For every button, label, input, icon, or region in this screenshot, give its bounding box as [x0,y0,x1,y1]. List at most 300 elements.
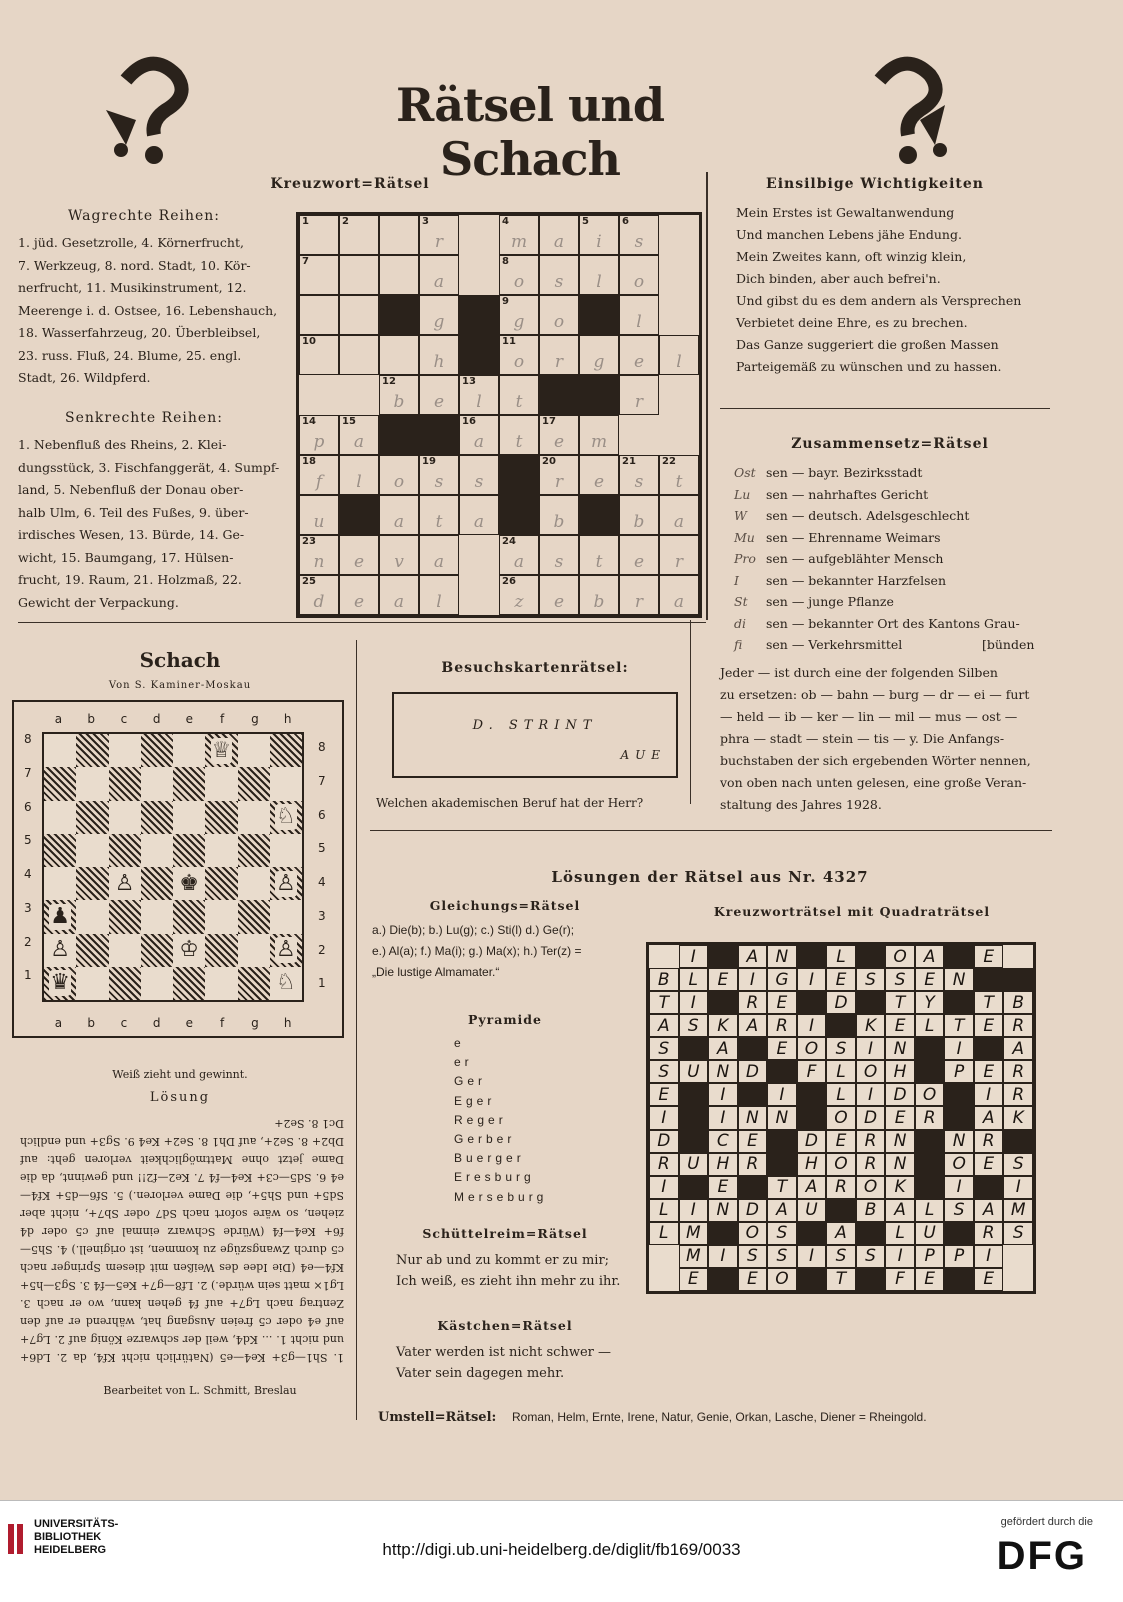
empty-space [339,375,379,415]
empty-space [299,375,339,415]
page-title: Rätsel und Schach [395,78,665,186]
umstell-label: Umstell=Rätsel: [378,1410,497,1425]
solution-cell: A [738,945,768,968]
board-square [205,934,237,967]
board-square [173,734,205,767]
board-square [44,734,76,767]
crossword-cell [539,535,579,575]
solution-cell: P [944,1060,974,1083]
solution-cell: A [974,1106,1004,1129]
solution-cell: E [679,1268,709,1291]
quadrat-solution-grid [646,942,1036,1294]
handwritten-answer: Mu [734,529,755,545]
ornament-question-left-icon [96,50,206,170]
empty-space [459,255,499,295]
pencil-letter: a [353,432,365,452]
pencil-letter: s [554,552,564,572]
zusammen-row [734,548,1064,570]
pencil-letter: l [436,592,442,612]
board-square [76,900,108,933]
solution-cell: I [944,1176,974,1199]
black-cell [767,1153,797,1176]
cell-number: 11 [502,336,516,347]
text-line: staltung des Jahres 1928. [720,797,882,812]
board-square [76,801,108,834]
black-cell [539,375,579,415]
solution-cell: D [797,1130,827,1153]
cell-number: 25 [302,576,316,587]
solution-cell [649,945,679,968]
board-square [205,801,237,834]
solution-cell: E [974,1153,1004,1176]
solution-cell: E [974,1268,1004,1291]
solution-cell: E [826,1130,856,1153]
rank-label: 6 [318,807,326,822]
solution-line: e.) Al(a); f.) Ma(i); g.) Ma(x); h.) Ter(z) = [372,944,582,958]
pencil-letter: r [634,592,644,612]
solution-cell [649,1245,679,1268]
pencil-letter: f [315,472,323,492]
solution-cell: N [767,945,797,968]
board-square [205,900,237,933]
file-label: g [251,1016,259,1030]
solution-cell: D [738,1199,768,1222]
cell-number: 18 [302,456,316,467]
rank-label: 2 [24,934,32,949]
board-square [173,801,205,834]
text-line: Jeder — ist durch eine der folgenden Silben [720,665,998,680]
crossword-cell [539,295,579,335]
solution-cell: T [885,991,915,1014]
solution-cell: R [1003,1060,1033,1083]
rank-label: 1 [24,968,32,983]
rank-label: 3 [318,908,326,923]
solution-cell: A [974,1199,1004,1222]
cell-number: 1 [302,216,309,227]
solution-cell: K [885,1176,915,1199]
solution-cell: L [649,1199,679,1222]
solution-cell: I [797,968,827,991]
board-square [238,967,270,1000]
pencil-letter: o [553,312,565,332]
cell-number: 16 [462,416,476,427]
poem-line: Dich binden, aber auch befrei'n. [736,271,941,286]
black-cell [797,945,827,968]
black-cell [679,1037,709,1060]
solution-cell: I [679,991,709,1014]
cell-number: 24 [502,536,516,547]
crossword-cell [619,535,659,575]
solution-cell: O [915,1083,945,1106]
solution-cell: R [738,991,768,1014]
dfg-logo[interactable]: DFG [996,1534,1087,1578]
chess-piece-icon: ♘ [276,804,296,830]
crossword-cell [539,495,579,535]
handwritten-answer: Ost [734,465,756,480]
pencil-letter: g [593,352,605,372]
solution-cell: F [885,1268,915,1291]
handwritten-answer: fi [734,637,743,652]
solution-cell: S [738,1245,768,1268]
crossword-cell [379,335,419,375]
black-cell [915,1176,945,1199]
pencil-letter: a [673,512,685,532]
black-cell [767,1060,797,1083]
cell-number: 23 [302,536,316,547]
chess-solution: 1. Sh1—g3+ Ke4—e5 (Natürlich nicht Kf4, da 2. Ld6+ und nicht 1. ... Kd4, weil der schwarze König auf 2. Lg7+ auf e4 oder c5 freien Ausgang hat, während er auf den Zentrag nach Lg7+ auf f4 gehen kann, wo er nach 3. Lg1× matt sein würde.) 2. Lf8—g7+ Ke5—f4 3. Sg3—h5+ Kf4—e4 (Die Idee des Weißen mit diesem Springer nach c5 durch Zwangszüge zu kommen, ist originell.) 4. Sh5—f6+ Ke4—f4 (Würde Schwarz einmal auf c5 oder d4 ziehen, so wäre sofort nach Sd7 oder Sb7+, nicht aber Sd5+ und Sh5+, die Dame verloren.) 5. Sf6—d5+ Kf4—e4 6. Sd5—c3+ Ke4—f4 7. Ke2—f2!! und gewinnt, da die Dame jetzt ohne Mattmöglichkeit verloren geht: auf Db2+ 8. Se2+, auf Dh1 8. Se2+ Ke4 9. Sg3+ und endlich Dc1 8. Se2+ [20,1117,344,1364]
solution-cell: E [649,1083,679,1106]
pencil-letter: e [553,592,565,612]
crossword-cell [539,215,579,255]
solution-cell: A [649,1014,679,1037]
board-square [173,834,205,867]
solution-cell: E [708,1176,738,1199]
schuettel-heading: Schüttelreim=Rätsel [422,1226,588,1241]
black-cell [419,415,459,455]
empty-space [459,575,499,615]
black-cell [826,1199,856,1222]
black-cell [915,1130,945,1153]
rank-label: 8 [318,740,326,754]
clue-line: 18. Wasserfahrzeug, 20. Überbleibsel, [18,325,261,340]
file-label: b [87,1016,95,1030]
cell-number: 14 [302,416,316,427]
zusammen-row [734,591,1064,613]
pyramid-line: Eger [454,1093,496,1108]
crossword-cell [579,335,619,375]
solution-line: a.) Die(b); b.) Lu(g); c.) Sti(l) d.) Ge(r); [372,923,575,937]
cell-number: 10 [302,336,316,347]
pencil-letter: t [595,552,603,572]
solution-cell: S [649,1037,679,1060]
black-cell [915,1153,945,1176]
solution-cell: H [797,1153,827,1176]
solution-cell: E [974,1060,1004,1083]
black-cell [974,1176,1004,1199]
board-square [270,834,302,867]
pencil-letter: t [435,512,443,532]
solution-cell: N [738,1106,768,1129]
solution-cell: E [885,1106,915,1129]
black-cell [579,295,619,335]
crossword-cell [619,215,659,255]
pencil-letter: m [510,232,528,252]
black-cell [679,1083,709,1106]
pencil-letter: t [515,392,523,412]
schuettel-solution [396,1250,646,1292]
empty-space [619,415,659,455]
solution-cell: K [708,1014,738,1037]
board-square [238,900,270,933]
zusammen-clue: sen — deutsch. Adelsgeschlecht [766,508,970,523]
crossword-cell [499,575,539,615]
pencil-letter: o [633,272,645,292]
pencil-letter: b [553,512,565,532]
board-square [141,867,173,900]
pencil-letter: r [434,232,444,252]
file-label: b [87,712,95,726]
crossword-cell [419,295,459,335]
files-top [42,712,304,726]
crossword-cell [419,455,459,495]
crossword-cell [659,535,699,575]
clue-line: nerfrucht, 11. Musikinstrument, 12. [18,280,247,295]
black-cell [738,1083,768,1106]
board-square [44,867,76,900]
file-label: h [283,712,292,726]
crossword-cell [459,375,499,415]
solution-cell: E [974,945,1004,968]
solution-cell: R [1003,1014,1033,1037]
solution-cell: P [944,1245,974,1268]
chess-edited: Bearbeitet von L. Schmitt, Breslau [103,1384,297,1397]
across-heading: Wagrechte Reihen: [67,208,221,224]
board-square [76,967,108,1000]
black-cell [499,455,539,495]
chess-piece-icon: ♙ [50,937,70,963]
file-label: e [185,1016,194,1030]
solution-cell: C [708,1130,738,1153]
pencil-letter: r [634,392,644,412]
crossword-cell [499,415,539,455]
solution-cell: N [767,1106,797,1129]
file-label: f [220,1016,225,1030]
funded-text: gefördert durch die [1000,1516,1093,1528]
black-cell [339,495,379,535]
black-cell [915,1060,945,1083]
board-square [44,967,76,1000]
kreuz-solution-heading: Kreuzworträtsel mit Quadraträtsel [713,904,991,919]
board-square [109,801,141,834]
black-cell [856,945,886,968]
solution-cell: E [767,1037,797,1060]
solution-cell: L [885,1222,915,1245]
source-url[interactable]: http://digi.ub.uni-heidelberg.de/diglit/fb169/0033 [382,1540,741,1559]
black-cell [915,1037,945,1060]
divider [18,622,706,623]
board-square [44,900,76,933]
crossword-cell [499,255,539,295]
clue-line: Gewicht der Verpackung. [18,594,179,610]
solution-cell: I [708,1083,738,1106]
loesung-heading: Lösung [149,1090,211,1105]
pencil-letter: a [473,432,485,452]
solution-cell: R [1003,1083,1033,1106]
board-square [173,934,205,967]
poem-line: Und gibst du es dem andern als Versprechen [736,293,1022,308]
besuch-heading: Besuchskartenrätsel: [441,660,629,676]
solution-cell: S [826,1037,856,1060]
chess-piece-icon: ♙ [114,870,135,896]
crossword-cell [339,415,379,455]
crossword-grid [296,212,702,618]
crossword-heading: Kreuzwort=Rätsel [270,176,430,192]
solution-cell: I [738,968,768,991]
solution-cell: R [974,1222,1004,1245]
pencil-letter: a [433,552,445,572]
clue-line: dungsstück, 3. Fischfanggerät, 4. Sumpf- [18,459,280,475]
solution-cell: T [826,1268,856,1291]
solution-cell: B [1003,991,1033,1014]
solution-cell: O [885,945,915,968]
solution-cell: S [679,1014,709,1037]
crossword-cell [419,375,459,415]
ranks-right [318,740,334,1010]
down-clues [18,434,280,614]
solution-cell: H [885,1060,915,1083]
file-label: e [185,712,194,726]
crossword-cell [379,455,419,495]
card-name: D. STRINT [472,718,598,733]
board-square [205,967,237,1000]
black-cell [856,991,886,1014]
pencil-letter: l [476,392,482,412]
solution-cell: I [856,1037,886,1060]
crossword-cell [659,335,699,375]
solution-cell: T [944,1014,974,1037]
pencil-letter: l [356,472,362,492]
black-cell [708,945,738,968]
file-label: g [251,712,259,726]
crossword-cell [499,375,539,415]
crossword-cell [339,335,379,375]
zusammen-row [734,570,1064,592]
crossword-cell [299,335,339,375]
pencil-letter: l [676,352,682,372]
pyramid-line: Merseburg [454,1189,548,1204]
crossword-cell [499,215,539,255]
solution-cell: I [1003,1176,1033,1199]
cell-number: 13 [462,376,476,387]
pencil-letter: t [675,472,683,492]
black-cell [944,1106,974,1129]
solution-cell: S [826,1245,856,1268]
board-square [238,934,270,967]
board-square [141,734,173,767]
pencil-letter: a [473,512,485,532]
zusammen-row [734,484,1064,506]
solution-cell: N [944,968,974,991]
board-square [173,967,205,1000]
black-cell [797,1083,827,1106]
solution-cell: O [856,1176,886,1199]
zusammen-clue: sen — aufgeblähter Mensch [766,551,944,566]
solution-cell: I [767,1083,797,1106]
board-square [109,967,141,1000]
handwritten-answer: Pro [734,551,756,566]
file-label: d [152,712,161,726]
board-square [76,767,108,800]
pyramid-line: Ger [454,1074,487,1089]
board-square [44,767,76,800]
black-cell [708,991,738,1014]
handwritten-answer: I [734,572,739,588]
crossword-cell [299,415,339,455]
board-square [44,934,76,967]
solution-cell: I [974,1083,1004,1106]
solution-cell: U [679,1153,709,1176]
solution-cell: O [797,1037,827,1060]
solution-cell: S [1003,1222,1033,1245]
card-place: AUE [620,748,666,762]
chess-piece-icon: ♔ [179,937,199,963]
board-square [270,900,302,933]
divider [356,640,357,1420]
chess-piece-icon: ♘ [276,970,296,996]
board-square [173,867,205,900]
pencil-letter: g [433,312,445,332]
solution-cell: R [974,1130,1004,1153]
pencil-letter: d [313,592,325,612]
crossword-cell [539,575,579,615]
library-name[interactable]: UNIVERSITÄTS- BIBLIOTHEK HEIDELBERG [34,1518,119,1556]
empty-space [459,215,499,255]
crossword-cell [619,295,659,335]
pencil-letter: e [353,552,365,572]
cell-number: 20 [542,456,556,467]
black-cell [944,1222,974,1245]
board-square [238,734,270,767]
crossword-cell [339,215,379,255]
black-cell [974,968,1004,991]
chess-piece-icon: ♟ [50,903,70,929]
board-square [205,867,237,900]
board-square [76,934,108,967]
board-square [44,834,76,867]
crossword-cell [579,415,619,455]
pencil-letter: e [553,432,565,452]
pyramide-solution [454,1034,547,1207]
crossword-cell [659,575,699,615]
chess-piece-icon: ♚ [179,870,199,896]
crossword-cell [379,375,419,415]
cell-number: 17 [542,416,556,427]
file-label: a [54,1016,63,1030]
crossword-cell [299,575,339,615]
solution-cell: O [767,1268,797,1291]
black-cell [826,1014,856,1037]
gleich-heading: Gleichungs=Rätsel [429,898,581,913]
pencil-letter: a [673,592,685,612]
solution-cell: N [885,1153,915,1176]
board-square [109,734,141,767]
zusammen-text [720,662,1054,816]
solution-cell: S [767,1222,797,1245]
rank-label: 7 [24,765,32,780]
pencil-letter: z [514,592,524,612]
solution-cell [1003,1268,1033,1291]
black-cell [679,1130,709,1153]
crossword-cell [299,295,339,335]
crossword-cell [339,535,379,575]
crossword-cell [619,575,659,615]
pencil-letter: n [313,552,325,572]
black-cell [379,295,419,335]
solution-cell: I [974,1245,1004,1268]
empty-space [659,255,699,295]
solution-cell: S [856,968,886,991]
solution-cell: H [708,1153,738,1176]
pencil-letter: e [353,592,365,612]
empty-space [659,215,699,255]
solution-cell: I [797,1245,827,1268]
zusammen-row [734,613,1064,635]
crossword-cell [619,255,659,295]
zusammen-row [734,527,1064,549]
solution-cell: T [649,991,679,1014]
divider [706,172,708,620]
crossword-cell [459,495,499,535]
